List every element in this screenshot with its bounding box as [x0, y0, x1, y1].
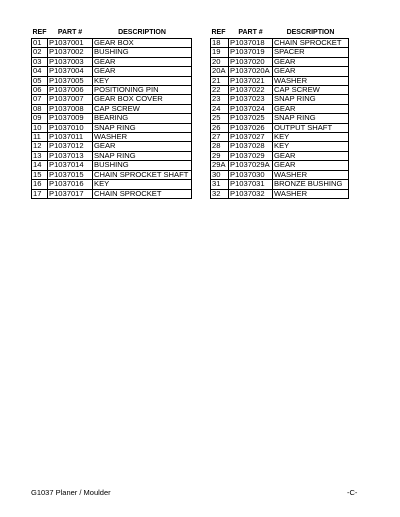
cell-description: WASHER [93, 133, 192, 142]
table-row [32, 76, 192, 85]
cell-ref: 30 [211, 170, 229, 179]
cell-ref: 13 [32, 151, 48, 160]
cell-description: CHAIN SPROCKET [93, 189, 192, 198]
table-row [211, 95, 349, 104]
table-row [211, 123, 349, 132]
cell-description: CAP SCREW [273, 86, 349, 95]
cell-part-number: P1037028 [229, 142, 273, 151]
table-row [32, 151, 192, 160]
cell-ref: 23 [211, 95, 229, 104]
cell-ref: 26 [211, 123, 229, 132]
cell-part-number: P1037006 [48, 86, 93, 95]
table-row [211, 151, 349, 160]
cell-description: WASHER [273, 76, 349, 85]
table-row [32, 170, 192, 179]
cell-ref: 24 [211, 104, 229, 113]
table-row [32, 86, 192, 95]
parts-table-right [210, 29, 349, 199]
cell-ref: 09 [32, 114, 48, 123]
table-row [32, 39, 192, 48]
table-row [32, 133, 192, 142]
table-row [211, 189, 349, 198]
cell-ref: 02 [32, 48, 48, 57]
cell-ref: 21 [211, 76, 229, 85]
cell-part-number: P1037032 [229, 189, 273, 198]
parts-table-left [31, 29, 192, 199]
cell-part-number: P1037015 [48, 170, 93, 179]
cell-ref: 03 [32, 57, 48, 66]
cell-part-number: P1037002 [48, 48, 93, 57]
table-row [211, 48, 349, 57]
table-row [211, 170, 349, 179]
cell-ref: 01 [32, 39, 48, 48]
cell-description: GEAR [93, 67, 192, 76]
table-row [32, 180, 192, 189]
cell-part-number: P1037005 [48, 76, 93, 85]
table-row [32, 123, 192, 132]
cell-description: SNAP RING [93, 123, 192, 132]
cell-part-number: P1037029 [229, 151, 273, 160]
cell-description: SPACER [273, 48, 349, 57]
cell-description: WASHER [273, 189, 349, 198]
cell-description: GEAR [93, 57, 192, 66]
cell-description: CHAIN SPROCKET SHAFT [93, 170, 192, 179]
cell-description: BUSHING [93, 48, 192, 57]
table-row [211, 161, 349, 170]
table-row [32, 95, 192, 104]
cell-ref: 18 [211, 39, 229, 48]
cell-ref: 07 [32, 95, 48, 104]
table-row [211, 86, 349, 95]
cell-part-number: P1037020 [229, 57, 273, 66]
cell-description: SNAP RING [93, 151, 192, 160]
cell-description: KEY [273, 142, 349, 151]
cell-part-number: P1037020A [229, 67, 273, 76]
cell-ref: 31 [211, 180, 229, 189]
table-header-row [211, 29, 349, 39]
cell-part-number: P1037029A [229, 161, 273, 170]
cell-ref: 17 [32, 189, 48, 198]
cell-part-number: P1037027 [229, 133, 273, 142]
cell-description: SNAP RING [273, 114, 349, 123]
cell-description: CAP SCREW [93, 104, 192, 113]
header-ref: REF [32, 29, 47, 37]
cell-description: POSITIONING PIN [93, 86, 192, 95]
cell-part-number: P1037031 [229, 180, 273, 189]
cell-part-number: P1037016 [48, 180, 93, 189]
table-row [32, 142, 192, 151]
cell-part-number: P1037026 [229, 123, 273, 132]
cell-ref: 16 [32, 180, 48, 189]
cell-description: GEAR [273, 104, 349, 113]
cell-description: GEAR BOX [93, 39, 192, 48]
cell-part-number: P1037030 [229, 170, 273, 179]
cell-ref: 15 [32, 170, 48, 179]
cell-ref: 06 [32, 86, 48, 95]
footer-title: G1037 Planer / Moulder [31, 488, 111, 497]
cell-part-number: P1037007 [48, 95, 93, 104]
cell-description: BRONZE BUSHING [273, 180, 349, 189]
cell-ref: 04 [32, 67, 48, 76]
cell-part-number: P1037017 [48, 189, 93, 198]
cell-description: GEAR [273, 161, 349, 170]
cell-part-number: P1037009 [48, 114, 93, 123]
cell-part-number: P1037021 [229, 76, 273, 85]
header-description: DESCRIPTION [286, 29, 335, 37]
cell-part-number: P1037024 [229, 104, 273, 113]
cell-description: SNAP RING [273, 95, 349, 104]
cell-description: GEAR [273, 57, 349, 66]
cell-description: KEY [273, 133, 349, 142]
cell-ref: 20 [211, 57, 229, 66]
cell-description: CHAIN SPROCKET [273, 39, 349, 48]
table-row [32, 48, 192, 57]
table-row [211, 142, 349, 151]
cell-part-number: P1037012 [48, 142, 93, 151]
header-part: PART # [57, 29, 83, 37]
cell-part-number: P1037014 [48, 161, 93, 170]
cell-part-number: P1037018 [229, 39, 273, 48]
cell-ref: 29A [211, 161, 229, 170]
cell-ref: 19 [211, 48, 229, 57]
cell-ref: 11 [32, 133, 48, 142]
cell-ref: 10 [32, 123, 48, 132]
header-ref: REF [211, 29, 226, 37]
table-row [32, 189, 192, 198]
cell-description: GEAR [273, 67, 349, 76]
cell-part-number: P1037019 [229, 48, 273, 57]
cell-ref: 08 [32, 104, 48, 113]
footer-page-number: -C- [347, 488, 358, 497]
table-row [211, 104, 349, 113]
cell-description: BUSHING [93, 161, 192, 170]
cell-description: KEY [93, 180, 192, 189]
cell-part-number: P1037022 [229, 86, 273, 95]
cell-ref: 29 [211, 151, 229, 160]
cell-part-number: P1037013 [48, 151, 93, 160]
cell-part-number: P1037011 [48, 133, 93, 142]
cell-ref: 22 [211, 86, 229, 95]
cell-description: KEY [93, 76, 192, 85]
cell-part-number: P1037025 [229, 114, 273, 123]
cell-part-number: P1037004 [48, 67, 93, 76]
table-row [32, 67, 192, 76]
header-description: DESCRIPTION [118, 29, 166, 37]
cell-part-number: P1037008 [48, 104, 93, 113]
table-row [211, 67, 349, 76]
table-row [211, 133, 349, 142]
cell-ref: 20A [211, 67, 229, 76]
cell-ref: 14 [32, 161, 48, 170]
table-row [32, 57, 192, 66]
header-part: PART # [238, 29, 263, 37]
table-row [32, 114, 192, 123]
cell-description: GEAR [273, 151, 349, 160]
table-row [211, 114, 349, 123]
cell-ref: 25 [211, 114, 229, 123]
table-row [211, 76, 349, 85]
cell-description: GEAR BOX COVER [93, 95, 192, 104]
cell-ref: 32 [211, 189, 229, 198]
cell-description: OUTPUT SHAFT [273, 123, 349, 132]
cell-ref: 28 [211, 142, 229, 151]
table-row [211, 57, 349, 66]
cell-part-number: P1037010 [48, 123, 93, 132]
cell-description: BEARING [93, 114, 192, 123]
cell-description: GEAR [93, 142, 192, 151]
cell-description: WASHER [273, 170, 349, 179]
cell-part-number: P1037003 [48, 57, 93, 66]
cell-part-number: P1037023 [229, 95, 273, 104]
cell-ref: 12 [32, 142, 48, 151]
cell-ref: 05 [32, 76, 48, 85]
cell-part-number: P1037001 [48, 39, 93, 48]
table-row [211, 180, 349, 189]
table-row [32, 161, 192, 170]
table-row [32, 104, 192, 113]
table-header-row [32, 29, 192, 39]
table-row [211, 39, 349, 48]
cell-ref: 27 [211, 133, 229, 142]
